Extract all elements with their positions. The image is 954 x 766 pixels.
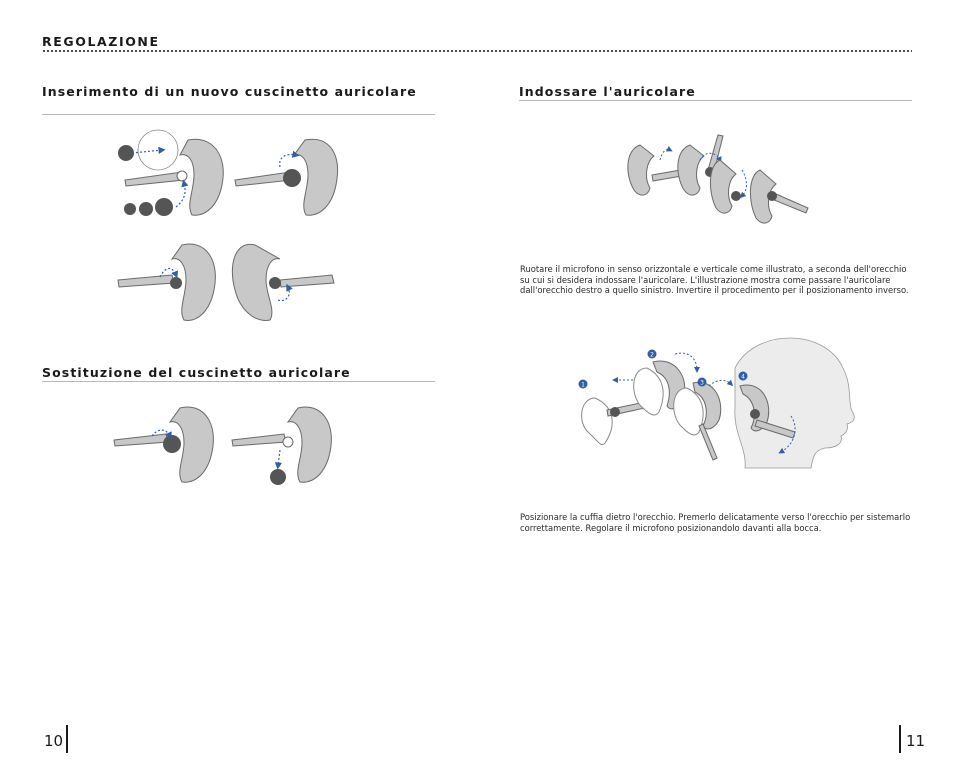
headset-drawing	[232, 244, 334, 320]
step-badge	[648, 350, 657, 359]
header-dotted-divider	[42, 50, 912, 52]
section-rule	[42, 114, 435, 115]
step-number: 4	[741, 373, 745, 381]
illustration-insert-cushion	[110, 125, 450, 335]
headset-drawing	[232, 407, 331, 485]
step-badge	[739, 372, 748, 381]
step-badge	[579, 380, 588, 389]
ear-drawing	[582, 398, 613, 445]
headset-drawing	[235, 139, 338, 215]
header-title: REGOLAZIONE	[42, 34, 160, 49]
instruction-paragraph-rotate: Ruotare il microfono in senso orizzontale e verticale come illustrato, a seconda dell'orecchio su cui si desidera indossare l'auricolare. L'illustrazione mostra come passare l'auricolare dall'orecchio destro a quello sinistro. Invertire il procedimento per il posizionamento inverso.	[520, 264, 909, 296]
headset-drawing	[750, 170, 808, 223]
page-number-left: 10	[44, 732, 64, 750]
step-number: 3	[700, 379, 704, 387]
step-number: 2	[650, 351, 654, 359]
section-title-insert-cushion: Inserimento di un nuovo cuscinetto auricolare	[42, 84, 417, 99]
page-number-bar	[66, 725, 68, 753]
instruction-paragraph-position: Posizionare la cuffia dietro l'orecchio. Premerlo delicatamente verso l'orecchio per sistemarlo correttamente. Regolare il microfono posizionandolo davanti alla bocca.	[520, 512, 911, 533]
headset-drawing	[114, 407, 213, 482]
section-title-wear-headset: Indossare l'auricolare	[519, 84, 696, 99]
page-number-right: 11	[906, 732, 926, 750]
step-badge	[698, 378, 707, 387]
illustration-place-behind-ear	[575, 328, 855, 478]
section-rule	[42, 381, 435, 382]
headset-drawing	[118, 130, 223, 216]
section-title-replace-cushion: Sostituzione del cuscinetto auricolare	[42, 365, 351, 380]
illustration-rotate-microphone	[620, 130, 820, 220]
ear-drawing	[674, 388, 703, 435]
headset-drawing	[118, 244, 215, 320]
illustration-replace-cushion	[110, 400, 440, 490]
section-rule	[519, 100, 912, 101]
headset-drawing	[710, 160, 746, 213]
step-number: 1	[581, 381, 585, 389]
page-number-bar	[899, 725, 901, 753]
